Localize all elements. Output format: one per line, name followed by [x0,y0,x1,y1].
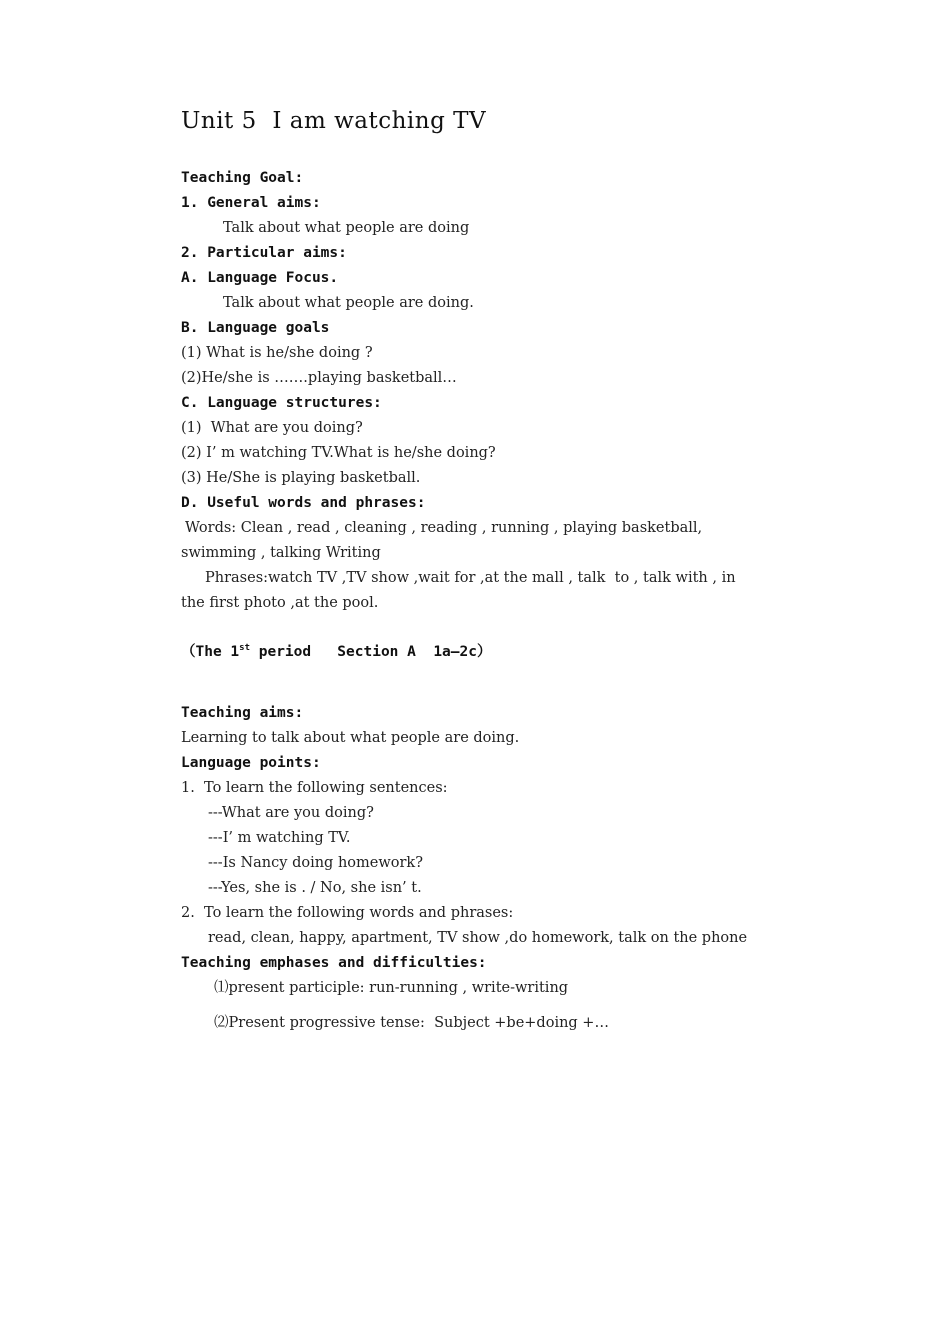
period-suffix: period Section A 1a—2c） [250,644,492,660]
period-superscript: st [239,643,250,654]
teaching-aims-heading: Teaching aims: [181,705,304,721]
page-title: Unit 5 I am watching TV [181,108,487,134]
language-structure-line: (2) I’ m watching TV.What is he/she doing? [181,445,496,461]
words-phrases-line: read, clean, happy, apartment, TV show ,do homework, talk on the phone [208,930,748,946]
language-focus-heading: A. Language Focus. [181,270,339,286]
useful-words-heading: D. Useful words and phrases: [181,495,426,511]
language-focus-text: Talk about what people are doing. [223,295,474,311]
language-point-item: 1. To learn the following sentences: [181,780,448,796]
language-goal-line: (1) What is he/she doing ? [181,345,373,361]
teaching-aims-text: Learning to talk about what people are doing. [181,730,520,746]
emphasis-item: ⑴present participle: run-running , write-writing [214,980,569,996]
language-structures-heading: C. Language structures: [181,395,382,411]
sentence-line: ---Yes, she is . / No, she isn’ t. [208,880,422,896]
language-structure-line: (3) He/She is playing basketball. [181,470,421,486]
sentence-line: ---I’ m watching TV. [208,830,351,846]
language-point-item: 2. To learn the following words and phrases: [181,905,514,921]
phrases-line: Phrases:watch TV ,TV show ,wait for ,at the mall , talk to , talk with , in [205,570,736,586]
language-goals-heading: B. Language goals [181,320,330,336]
words-line: Words: Clean , read , cleaning , reading , running , playing basketball, [185,520,703,536]
sentence-line: ---Is Nancy doing homework? [208,855,423,871]
emphasis-item: ⑵Present progressive tense: Subject +be+doing +… [214,1015,609,1031]
particular-aims-heading: 2. Particular aims: [181,245,347,261]
words-line: swimming , talking Writing [181,545,381,561]
general-aims-heading: 1. General aims: [181,195,321,211]
period-prefix: （The 1 [181,644,240,660]
emphases-heading: Teaching emphases and difficulties: [181,955,487,971]
general-aims-text: Talk about what people are doing [223,220,470,236]
language-structure-line: (1) What are you doing? [181,420,363,436]
sentence-line: ---What are you doing? [208,805,374,821]
language-points-heading: Language points: [181,755,321,771]
language-goal-line: (2)He/she is …….playing basketball… [181,370,457,386]
period-heading [181,640,491,665]
teaching-goal-heading: Teaching Goal: [181,170,304,186]
phrases-line: the first photo ,at the pool. [181,595,379,611]
